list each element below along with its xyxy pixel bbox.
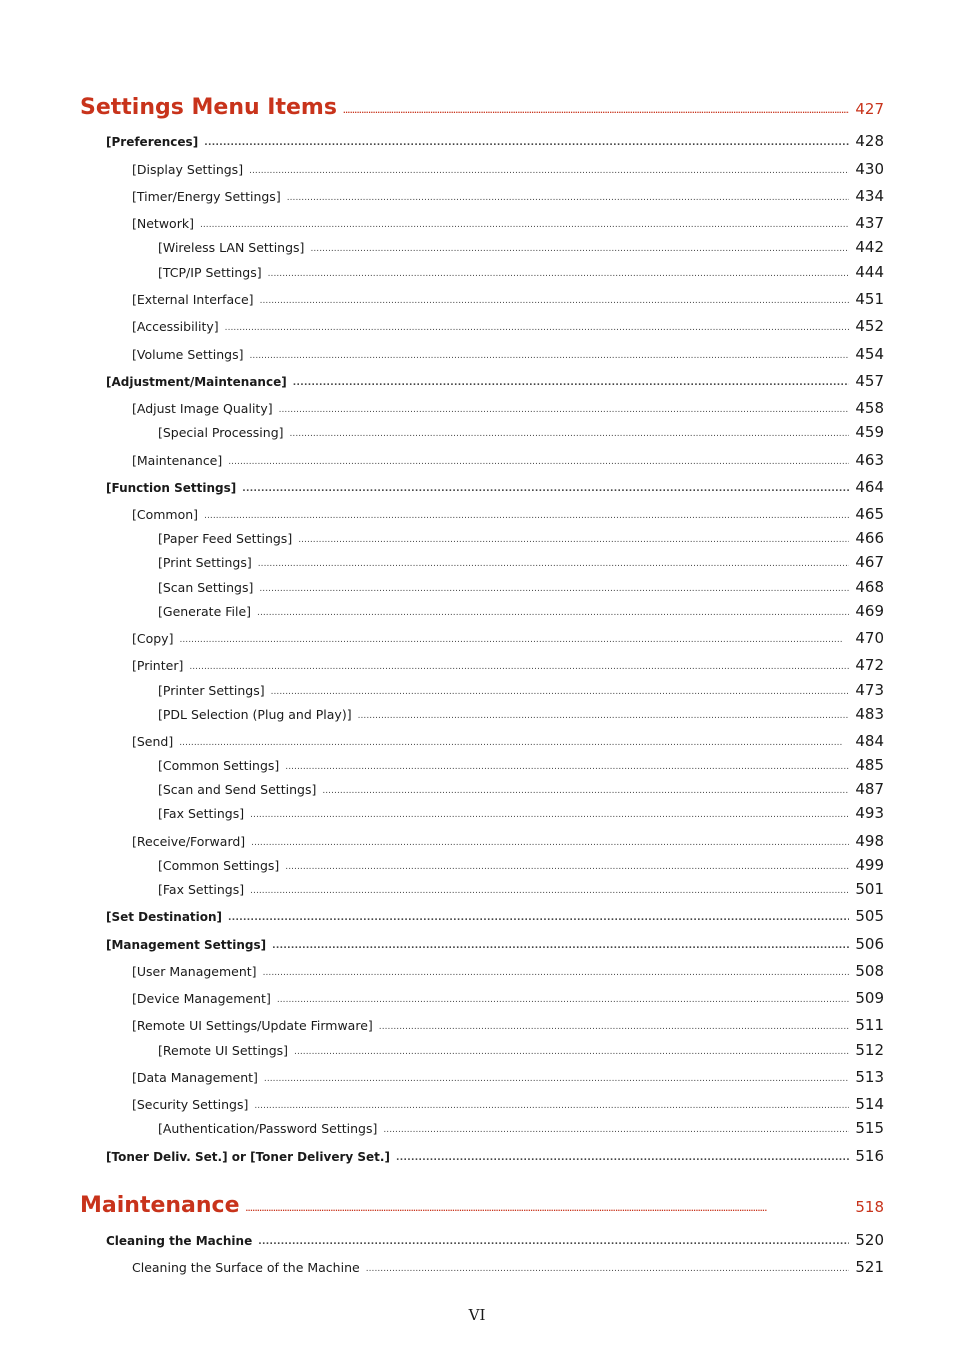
- toc-chapter-maintenance[interactable]: [80, 1193, 884, 1218]
- toc-entry[interactable]: [158, 1041, 884, 1059]
- dot-leader: [251, 838, 849, 848]
- toc-entry[interactable]: [106, 1231, 884, 1249]
- dot-leader: [200, 220, 849, 230]
- dot-leader: [358, 711, 850, 721]
- toc-entry-page: 498: [855, 832, 884, 850]
- toc-entry-page: 467: [855, 553, 884, 571]
- toc-entry[interactable]: [132, 187, 884, 205]
- toc-entry-page: 518: [855, 1198, 884, 1216]
- toc-entry[interactable]: [158, 681, 884, 699]
- dot-leader: [189, 662, 849, 672]
- toc-entry[interactable]: [132, 962, 884, 980]
- toc-entry-page: 509: [855, 989, 884, 1007]
- toc-entry-page: 483: [855, 705, 884, 723]
- toc-entry[interactable]: [158, 705, 884, 723]
- dot-leader: [285, 762, 849, 772]
- toc-entry-label: [Adjust Image Quality]: [132, 401, 273, 416]
- toc-entry-page: 513: [855, 1068, 884, 1086]
- toc-entry[interactable]: [132, 832, 884, 850]
- toc-entry-page: 458: [855, 399, 884, 417]
- toc-entry-page: 454: [855, 345, 884, 363]
- toc-entry[interactable]: [132, 505, 884, 523]
- toc-entry-label: [Copy]: [132, 631, 174, 646]
- toc-entry[interactable]: [132, 1258, 884, 1276]
- toc-entry-label: [Management Settings]: [106, 938, 267, 952]
- toc-entry-label: Settings Menu Items: [80, 95, 337, 120]
- toc-entry[interactable]: [132, 317, 884, 335]
- toc-entry-label: [Volume Settings]: [132, 347, 244, 362]
- toc-entry-page: 505: [855, 907, 884, 925]
- toc-entry[interactable]: [106, 907, 884, 925]
- dot-leader: [250, 886, 849, 896]
- toc-entry-label: [Paper Feed Settings]: [158, 531, 293, 546]
- toc-entry-label: [Common Settings]: [158, 758, 280, 773]
- toc-entry-label: [Common]: [132, 507, 199, 522]
- toc-entry-page: 499: [855, 856, 884, 874]
- toc-entry-label: [Remote UI Settings]: [158, 1043, 289, 1058]
- dot-leader: [271, 687, 850, 697]
- toc-entry-page: 512: [855, 1041, 884, 1059]
- toc-entry-label: [Function Settings]: [106, 481, 237, 495]
- toc-entry-page: 511: [855, 1016, 884, 1034]
- toc-entry[interactable]: [158, 756, 884, 774]
- toc-entry[interactable]: [132, 629, 884, 647]
- toc-entry[interactable]: [132, 214, 884, 232]
- toc-entry[interactable]: [132, 399, 884, 417]
- dot-leader: [179, 635, 849, 645]
- toc-entry[interactable]: [132, 290, 884, 308]
- toc-entry-page: 444: [855, 263, 884, 281]
- dot-leader: [225, 323, 850, 333]
- toc-entry-label: [Common Settings]: [158, 858, 280, 873]
- toc-entry[interactable]: [158, 423, 884, 441]
- toc-entry-label: [Timer/Energy Settings]: [132, 189, 281, 204]
- toc-entry[interactable]: [132, 1016, 884, 1034]
- toc-entry-page: 434: [855, 187, 884, 205]
- toc-entry[interactable]: [158, 529, 884, 547]
- toc-entry[interactable]: [106, 1147, 884, 1165]
- toc-entry-page: 514: [855, 1095, 884, 1113]
- toc-entry-label: [External Interface]: [132, 292, 254, 307]
- dot-leader: [293, 378, 850, 388]
- dot-leader: [204, 511, 849, 521]
- toc-entry-page: 459: [855, 423, 884, 441]
- toc-entry[interactable]: [132, 1068, 884, 1086]
- toc-entry[interactable]: [158, 780, 884, 798]
- toc-entry-label: [Receive/Forward]: [132, 834, 246, 849]
- toc-entry-page: 506: [855, 935, 884, 953]
- dot-leader: [258, 559, 850, 569]
- dot-leader: [310, 244, 849, 254]
- toc-entry-label: [Toner Deliv. Set.] or [Toner Delivery Set.]: [106, 1150, 390, 1164]
- toc-entry-page: 516: [855, 1147, 884, 1165]
- dot-leader: [259, 584, 849, 594]
- toc-entry[interactable]: [106, 478, 884, 496]
- dot-leader: [260, 296, 850, 306]
- toc-entry-label: [Accessibility]: [132, 319, 219, 334]
- dot-leader: [268, 269, 850, 279]
- toc-chapter-settings-menu-items[interactable]: [80, 95, 884, 120]
- toc-entry-page: 484: [855, 732, 884, 750]
- toc-entry-label: [Preferences]: [106, 135, 199, 149]
- toc-entry-label: [Printer]: [132, 658, 184, 673]
- dot-leader: [322, 786, 849, 796]
- toc-entry[interactable]: [158, 856, 884, 874]
- toc-entry[interactable]: [158, 578, 884, 596]
- dot-leader: [290, 429, 850, 439]
- toc-entry-label: [Wireless LAN Settings]: [158, 240, 305, 255]
- toc-entry-label: [Fax Settings]: [158, 806, 245, 821]
- toc-entry[interactable]: [132, 345, 884, 363]
- toc-entry[interactable]: [106, 372, 884, 390]
- toc-entry-label: [Print Settings]: [158, 555, 252, 570]
- dot-leader: [257, 608, 849, 618]
- toc-entry-page: 470: [855, 629, 884, 647]
- toc-entry-label: [Authentication/Password Settings]: [158, 1121, 378, 1136]
- toc-entry-label: [Security Settings]: [132, 1097, 249, 1112]
- toc-entry[interactable]: [158, 553, 884, 571]
- page-number: VI: [468, 1306, 486, 1324]
- dot-leader: [343, 107, 849, 115]
- dot-leader: [242, 484, 849, 494]
- dot-leader: [272, 941, 849, 951]
- dot-leader: [250, 810, 849, 820]
- toc-entry-label: [Maintenance]: [132, 453, 223, 468]
- toc-entry[interactable]: [158, 602, 884, 620]
- toc-entry-page: 451: [855, 290, 884, 308]
- toc-entry[interactable]: [132, 1095, 884, 1113]
- toc-entry-label: [Generate File]: [158, 604, 252, 619]
- dot-leader: [298, 535, 849, 545]
- toc-entry-page: 485: [855, 756, 884, 774]
- toc-entry-page: 464: [855, 478, 884, 496]
- toc-entry[interactable]: [158, 880, 884, 898]
- toc-entry-page: 487: [855, 780, 884, 798]
- toc-entry[interactable]: [106, 935, 884, 953]
- dot-leader: [250, 351, 850, 361]
- dot-leader: [204, 138, 849, 148]
- dot-leader: [249, 166, 849, 176]
- toc-entry-page: 468: [855, 578, 884, 596]
- toc-entry-label: [Network]: [132, 216, 194, 231]
- dot-leader: [285, 862, 849, 872]
- toc-entry[interactable]: [158, 238, 884, 256]
- toc-entry-label: [Printer Settings]: [158, 683, 265, 698]
- toc-entry-page: 428: [855, 132, 884, 150]
- dot-leader: [396, 1153, 849, 1163]
- toc-entry[interactable]: [158, 263, 884, 281]
- toc-entry-page: 427: [855, 100, 884, 118]
- toc-entry-label: [Adjustment/Maintenance]: [106, 375, 287, 389]
- toc-entry-page: 430: [855, 160, 884, 178]
- toc-entry-page: 469: [855, 602, 884, 620]
- toc-entry-label: Cleaning the Machine: [106, 1234, 253, 1248]
- toc-entry[interactable]: [132, 451, 884, 469]
- toc-entry-label: [User Management]: [132, 964, 257, 979]
- toc-entry-page: 508: [855, 962, 884, 980]
- toc-entry-page: 463: [855, 451, 884, 469]
- toc-entry-label: [Data Management]: [132, 1070, 258, 1085]
- toc-entry-label: [Scan Settings]: [158, 580, 254, 595]
- dot-leader: [258, 1237, 849, 1247]
- toc-entry-page: 457: [855, 372, 884, 390]
- toc-entry-page: 442: [855, 238, 884, 256]
- toc-entry-page: 466: [855, 529, 884, 547]
- toc-entry-page: 472: [855, 656, 884, 674]
- toc-entry-label: [Fax Settings]: [158, 882, 245, 897]
- toc-entry[interactable]: [132, 989, 884, 1007]
- dot-leader: [254, 1101, 849, 1111]
- dot-leader: [228, 913, 849, 923]
- toc-entry-page: 452: [855, 317, 884, 335]
- toc-entry[interactable]: [106, 132, 884, 150]
- toc-entry-label: [Send]: [132, 734, 174, 749]
- dot-leader: [379, 1022, 850, 1032]
- dot-leader: [279, 405, 850, 415]
- toc-entry[interactable]: [158, 1119, 884, 1137]
- dot-leader: [366, 1264, 850, 1274]
- toc-entry-label: [Display Settings]: [132, 162, 244, 177]
- toc-entry-label: [Special Processing]: [158, 425, 284, 440]
- toc-entry-page: 437: [855, 214, 884, 232]
- toc-entry-page: 501: [855, 880, 884, 898]
- toc-entry-page: 493: [855, 804, 884, 822]
- toc-entry-page: 515: [855, 1119, 884, 1137]
- dot-leader: [263, 968, 850, 978]
- toc-entry-page: 521: [855, 1258, 884, 1276]
- toc-entry[interactable]: [132, 160, 884, 178]
- dot-leader: [277, 995, 850, 1005]
- toc-entry-label: [Remote UI Settings/Update Firmware]: [132, 1018, 373, 1033]
- dot-leader: [287, 193, 850, 203]
- toc-entry-label: [Device Management]: [132, 991, 271, 1006]
- dot-leader: [179, 738, 849, 748]
- toc-entry-label: Maintenance: [80, 1193, 240, 1218]
- toc-entry[interactable]: [132, 732, 884, 750]
- toc-entry-label: [PDL Selection (Plug and Play)]: [158, 707, 352, 722]
- dot-leader: [228, 457, 849, 467]
- toc-entry-label: [Scan and Send Settings]: [158, 782, 317, 797]
- toc-entry-page: 520: [855, 1231, 884, 1249]
- dot-leader: [264, 1074, 849, 1084]
- toc-entry-page: 465: [855, 505, 884, 523]
- dot-leader: [383, 1125, 849, 1135]
- toc-entry[interactable]: [158, 804, 884, 822]
- toc-entry-label: Cleaning the Surface of the Machine: [132, 1260, 360, 1275]
- toc-entry-page: 473: [855, 681, 884, 699]
- dot-leader: [294, 1047, 849, 1057]
- toc-entry[interactable]: [132, 656, 884, 674]
- toc-entry-label: [Set Destination]: [106, 910, 223, 924]
- toc-entry-label: [TCP/IP Settings]: [158, 265, 262, 280]
- dot-leader: [246, 1205, 850, 1213]
